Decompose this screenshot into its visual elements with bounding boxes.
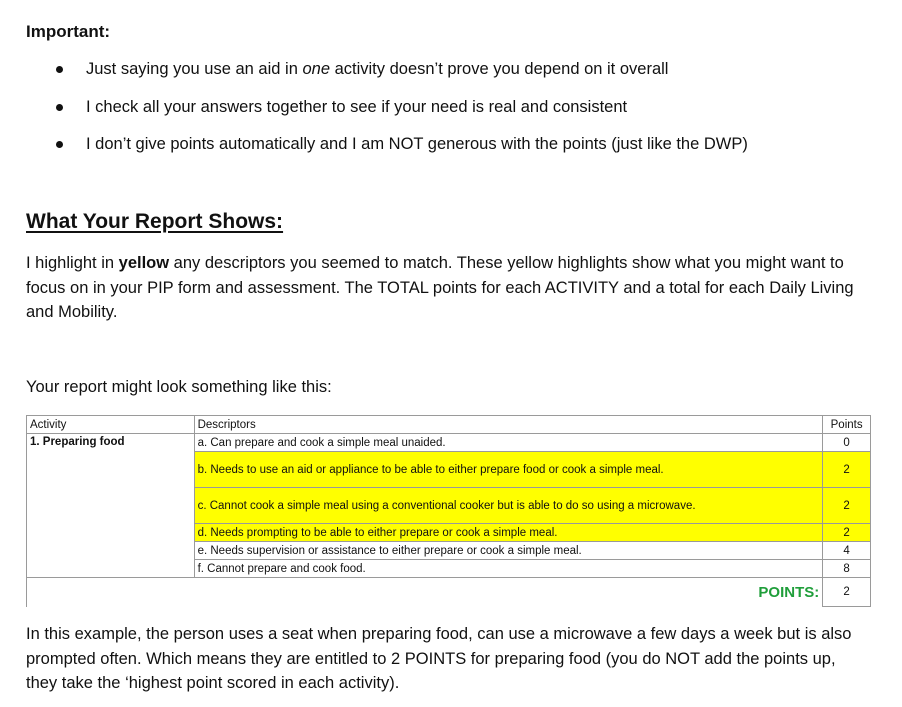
descriptor-cell: e. Needs supervision or assistance to either prepare or cook a simple meal. bbox=[194, 542, 823, 560]
points-cell-highlighted: 2 bbox=[823, 488, 871, 524]
bullet-dot-icon bbox=[56, 141, 63, 148]
points-cell: 8 bbox=[823, 560, 871, 578]
bullet-item bbox=[26, 58, 876, 96]
descriptor-cell: f. Cannot prepare and cook food. bbox=[194, 560, 823, 578]
points-cell: 0 bbox=[823, 434, 871, 452]
descriptor-cell-highlighted: c. Cannot cook a simple meal using a conventional cooker but is able to do so using a microwave. bbox=[194, 488, 823, 524]
header-activity: Activity bbox=[27, 416, 195, 434]
bullet-text: Just saying you use an aid in one activity doesn’t prove you depend on it overall bbox=[86, 60, 669, 78]
activity-name-cell: 1. Preparing food bbox=[27, 434, 195, 578]
total-row bbox=[27, 578, 871, 607]
descriptor-cell-highlighted: d. Needs prompting to be able to either prepare or cook a simple meal. bbox=[194, 524, 823, 542]
bullet-dot-icon bbox=[56, 66, 63, 73]
report-heading: What Your Report Shows: bbox=[26, 210, 284, 233]
total-points-value: 2 bbox=[823, 578, 871, 607]
important-bullet-list bbox=[26, 58, 876, 171]
bullet-item bbox=[26, 96, 876, 134]
points-cell-highlighted: 2 bbox=[823, 524, 871, 542]
report-intro-paragraph: I highlight in yellow any descriptors you seemed to match. These yellow highlights show what you might want to focus on in your PIP form and assessment. The TOTAL points for each ACTIVITY and a total for each Daily Living and Mobility. bbox=[26, 254, 854, 321]
total-points-label: POINTS: bbox=[27, 578, 823, 607]
points-cell: 4 bbox=[823, 542, 871, 560]
header-points: Points bbox=[823, 416, 871, 434]
example-points-table bbox=[26, 415, 871, 607]
example-lead-paragraph: Your report might look something like this: bbox=[26, 378, 332, 396]
bullet-item bbox=[26, 133, 876, 171]
header-descriptors: Descriptors bbox=[194, 416, 823, 434]
important-heading: Important: bbox=[26, 22, 111, 41]
descriptor-cell-highlighted: b. Needs to use an aid or appliance to be able to either prepare food or cook a simple meal. bbox=[194, 452, 823, 488]
points-cell-highlighted: 2 bbox=[823, 452, 871, 488]
table-row bbox=[27, 434, 871, 452]
bullet-text: I don’t give points automatically and I am NOT generous with the points (just like the DWP) bbox=[86, 135, 748, 153]
bullet-text: I check all your answers together to see if your need is real and consistent bbox=[86, 97, 628, 116]
table-header-row bbox=[27, 416, 871, 434]
bullet-dot-icon bbox=[56, 104, 63, 111]
conclusion-paragraph: In this example, the person uses a seat when preparing food, can use a microwave a few days a week but is also prompted often. Which means they are entitled to 2 POINTS for preparing food (you do NOT add the points up, they take the ‘highest point scored in each activity). bbox=[26, 625, 852, 692]
descriptor-cell: a. Can prepare and cook a simple meal unaided. bbox=[194, 434, 823, 452]
